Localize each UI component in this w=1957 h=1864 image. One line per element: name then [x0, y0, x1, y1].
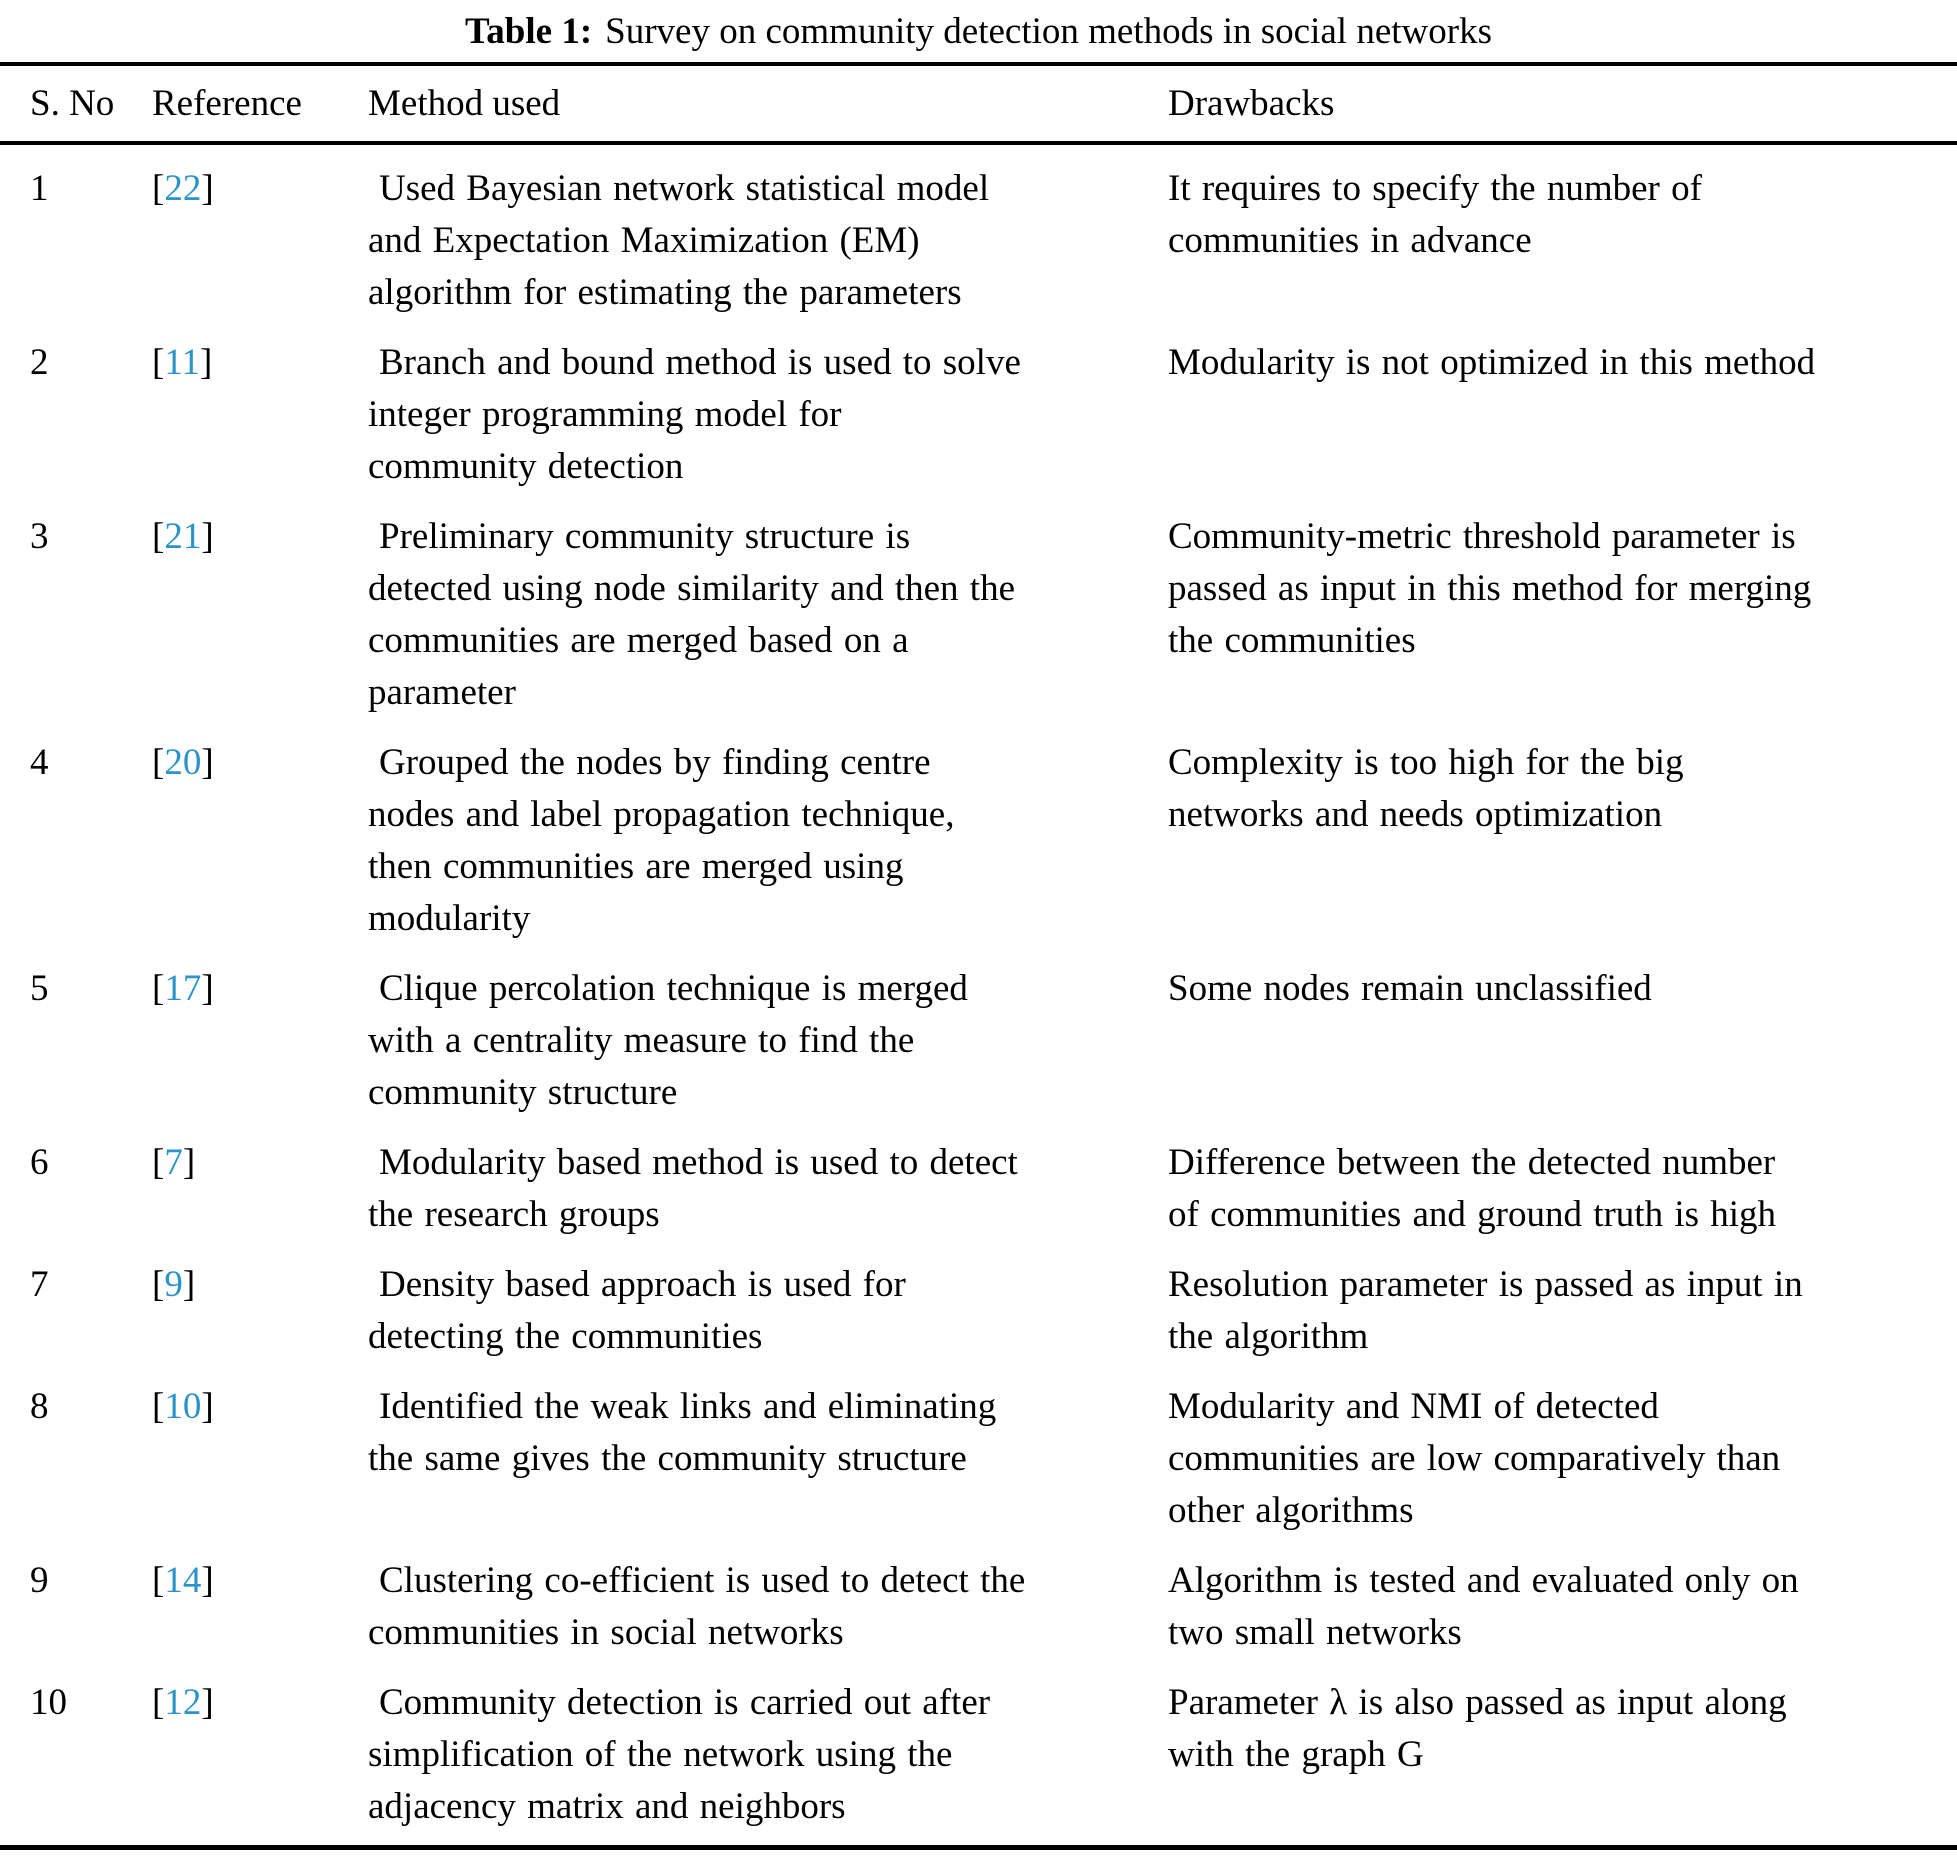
method-text-line: community structure — [368, 1072, 678, 1113]
drawback-text-line: communities in advance — [1168, 220, 1532, 261]
drawback-text-line: Modularity is not optimized in this method — [1168, 342, 1816, 383]
table-row — [0, 1119, 1957, 1241]
method-text-line: community detection — [368, 446, 684, 487]
drawback-text-line: passed as input in this method for merging — [1168, 568, 1812, 609]
row-number-cell: 4 — [30, 742, 49, 783]
method-cell — [368, 337, 1168, 493]
method-text-line: Identified the weak links and eliminating — [379, 1386, 997, 1427]
row-number-cell: 1 — [30, 168, 49, 209]
row-number-cell: 3 — [30, 516, 49, 557]
method-text-line: communities in social networks — [368, 1612, 844, 1653]
method-cell — [368, 511, 1168, 719]
method-text-line: with a centrality measure to find the — [368, 1020, 915, 1061]
method-cell — [368, 163, 1168, 319]
reference-link[interactable]: 21 — [164, 516, 202, 557]
reference-cell — [152, 737, 368, 945]
reference-cell — [152, 511, 368, 719]
reference-cell — [152, 163, 368, 319]
citation-close-bracket: ] — [201, 1560, 214, 1601]
header-drawbacks: Drawbacks — [1168, 83, 1335, 124]
drawback-text-line: networks and needs optimization — [1168, 794, 1663, 835]
reference-cell — [152, 337, 368, 493]
method-cell — [368, 737, 1168, 945]
citation-open-bracket: [ — [152, 342, 165, 383]
table-caption-label: Table 1: — [465, 11, 593, 52]
citation-open-bracket: [ — [152, 1142, 165, 1183]
method-text-line: integer programming model for — [368, 394, 842, 435]
header-method: Method used — [368, 83, 561, 124]
table-row — [0, 1363, 1957, 1537]
drawback-cell — [1168, 1555, 1943, 1659]
reference-cell — [152, 1259, 368, 1363]
method-text-line: nodes and label propagation technique, — [368, 794, 955, 835]
method-text-line: then communities are merged using — [368, 846, 904, 887]
method-text-line: algorithm for estimating the parameters — [368, 272, 962, 313]
drawback-text-line: communities are low comparatively than — [1168, 1438, 1781, 1479]
reference-link[interactable]: 11 — [164, 342, 200, 383]
reference-cell — [152, 963, 368, 1119]
method-text-line: Branch and bound method is used to solve — [379, 342, 1021, 383]
reference-link[interactable]: 7 — [164, 1142, 183, 1183]
reference-link[interactable]: 10 — [164, 1386, 202, 1427]
drawback-cell — [1168, 163, 1943, 319]
table-bottom-rule — [0, 1845, 1957, 1850]
table-body — [0, 145, 1957, 1845]
citation-open-bracket: [ — [152, 516, 165, 557]
drawback-text-line: Modularity and NMI of detected — [1168, 1386, 1659, 1427]
row-number-cell: 7 — [30, 1264, 49, 1305]
reference-link[interactable]: 17 — [164, 968, 202, 1009]
method-cell — [368, 1677, 1168, 1833]
table-header-row — [0, 66, 1957, 141]
header-reference: Reference — [152, 83, 302, 124]
citation-open-bracket: [ — [152, 1386, 165, 1427]
table-row — [0, 945, 1957, 1119]
table-row — [0, 145, 1957, 319]
reference-link[interactable]: 14 — [164, 1560, 202, 1601]
drawback-text-line: with the graph G — [1168, 1734, 1424, 1775]
drawback-cell — [1168, 337, 1943, 493]
drawback-text-line: the communities — [1168, 620, 1416, 661]
drawback-text-line: Algorithm is tested and evaluated only on — [1168, 1560, 1799, 1601]
table-row — [0, 319, 1957, 493]
method-text-line: the research groups — [368, 1194, 660, 1235]
method-text-line: communities are merged based on a — [368, 620, 909, 661]
method-text-line: Used Bayesian network statistical model — [379, 168, 990, 209]
drawback-cell — [1168, 963, 1943, 1119]
row-number-cell: 2 — [30, 342, 49, 383]
drawback-text-line: Some nodes remain unclassified — [1168, 968, 1652, 1009]
method-text-line: Community detection is carried out after — [379, 1682, 991, 1723]
drawback-cell — [1168, 737, 1943, 945]
row-number-cell: 10 — [30, 1682, 67, 1723]
citation-close-bracket: ] — [201, 1682, 214, 1723]
citation-close-bracket: ] — [201, 1386, 214, 1427]
method-text-line: modularity — [368, 898, 531, 939]
drawback-text-line: of communities and ground truth is high — [1168, 1194, 1777, 1235]
drawback-text-line: Resolution parameter is passed as input in — [1168, 1264, 1803, 1305]
citation-open-bracket: [ — [152, 1682, 165, 1723]
citation-close-bracket: ] — [201, 168, 214, 209]
row-number-cell: 8 — [30, 1386, 49, 1427]
method-text-line: detecting the communities — [368, 1316, 763, 1357]
method-text-line: the same gives the community structure — [368, 1438, 967, 1479]
drawback-cell — [1168, 1259, 1943, 1363]
method-text-line: Preliminary community structure is — [379, 516, 911, 557]
citation-open-bracket: [ — [152, 742, 165, 783]
header-sno: S. No — [30, 83, 115, 124]
drawback-text-line: the algorithm — [1168, 1316, 1369, 1357]
method-cell — [368, 1259, 1168, 1363]
method-text-line: Grouped the nodes by finding centre — [379, 742, 931, 783]
citation-open-bracket: [ — [152, 168, 165, 209]
drawback-text-line: two small networks — [1168, 1612, 1462, 1653]
drawback-text-line: It requires to specify the number of — [1168, 168, 1702, 209]
method-cell — [368, 1555, 1168, 1659]
method-text-line: parameter — [368, 672, 516, 713]
citation-close-bracket: ] — [201, 516, 214, 557]
method-text-line: adjacency matrix and neighbors — [368, 1786, 846, 1827]
drawback-text-line: Difference between the detected number — [1168, 1142, 1776, 1183]
drawback-text-line: Community-metric threshold parameter is — [1168, 516, 1796, 557]
method-text-line: and Expectation Maximization (EM) — [368, 220, 920, 261]
method-text-line: Density based approach is used for — [379, 1264, 906, 1305]
citation-close-bracket: ] — [182, 1142, 196, 1183]
citation-close-bracket: ] — [201, 742, 214, 783]
method-text-line: Clique percolation technique is merged — [379, 968, 968, 1009]
drawback-text-line: other algorithms — [1168, 1490, 1414, 1531]
citation-close-bracket: ] — [201, 968, 214, 1009]
drawback-cell — [1168, 511, 1943, 719]
drawback-cell — [1168, 1137, 1943, 1241]
row-number-cell: 9 — [30, 1560, 49, 1601]
drawback-cell — [1168, 1677, 1943, 1833]
reference-link[interactable]: 22 — [164, 168, 202, 209]
reference-link[interactable]: 9 — [164, 1264, 183, 1305]
table-row — [0, 1537, 1957, 1659]
method-cell — [368, 1137, 1168, 1241]
method-text-line: Clustering co-efficient is used to detect the — [379, 1560, 1026, 1601]
table-row — [0, 1659, 1957, 1833]
table-caption-text: Survey on community detection methods in social networks — [605, 11, 1492, 52]
reference-link[interactable]: 20 — [164, 742, 202, 783]
method-text-line: simplification of the network using the — [368, 1734, 953, 1775]
table-caption — [0, 0, 1957, 62]
citation-close-bracket: ] — [182, 1264, 196, 1305]
drawback-text-line: Parameter λ is also passed as input along — [1168, 1682, 1787, 1723]
row-number-cell: 5 — [30, 968, 49, 1009]
reference-cell — [152, 1381, 368, 1537]
table-row — [0, 719, 1957, 945]
drawback-text-line: Complexity is too high for the big — [1168, 742, 1684, 783]
citation-close-bracket: ] — [199, 342, 213, 383]
method-cell — [368, 1381, 1168, 1537]
table-row — [0, 493, 1957, 719]
citation-open-bracket: [ — [152, 1264, 165, 1305]
method-cell — [368, 963, 1168, 1119]
row-number-cell: 6 — [30, 1142, 49, 1183]
citation-open-bracket: [ — [152, 968, 165, 1009]
drawback-cell — [1168, 1381, 1943, 1537]
citation-open-bracket: [ — [152, 1560, 165, 1601]
reference-cell — [152, 1137, 368, 1241]
reference-link[interactable]: 12 — [164, 1682, 202, 1723]
table-row — [0, 1241, 1957, 1363]
method-text-line: detected using node similarity and then the — [368, 568, 1015, 609]
reference-cell — [152, 1677, 368, 1833]
reference-cell — [152, 1555, 368, 1659]
method-text-line: Modularity based method is used to detect — [379, 1142, 1018, 1183]
